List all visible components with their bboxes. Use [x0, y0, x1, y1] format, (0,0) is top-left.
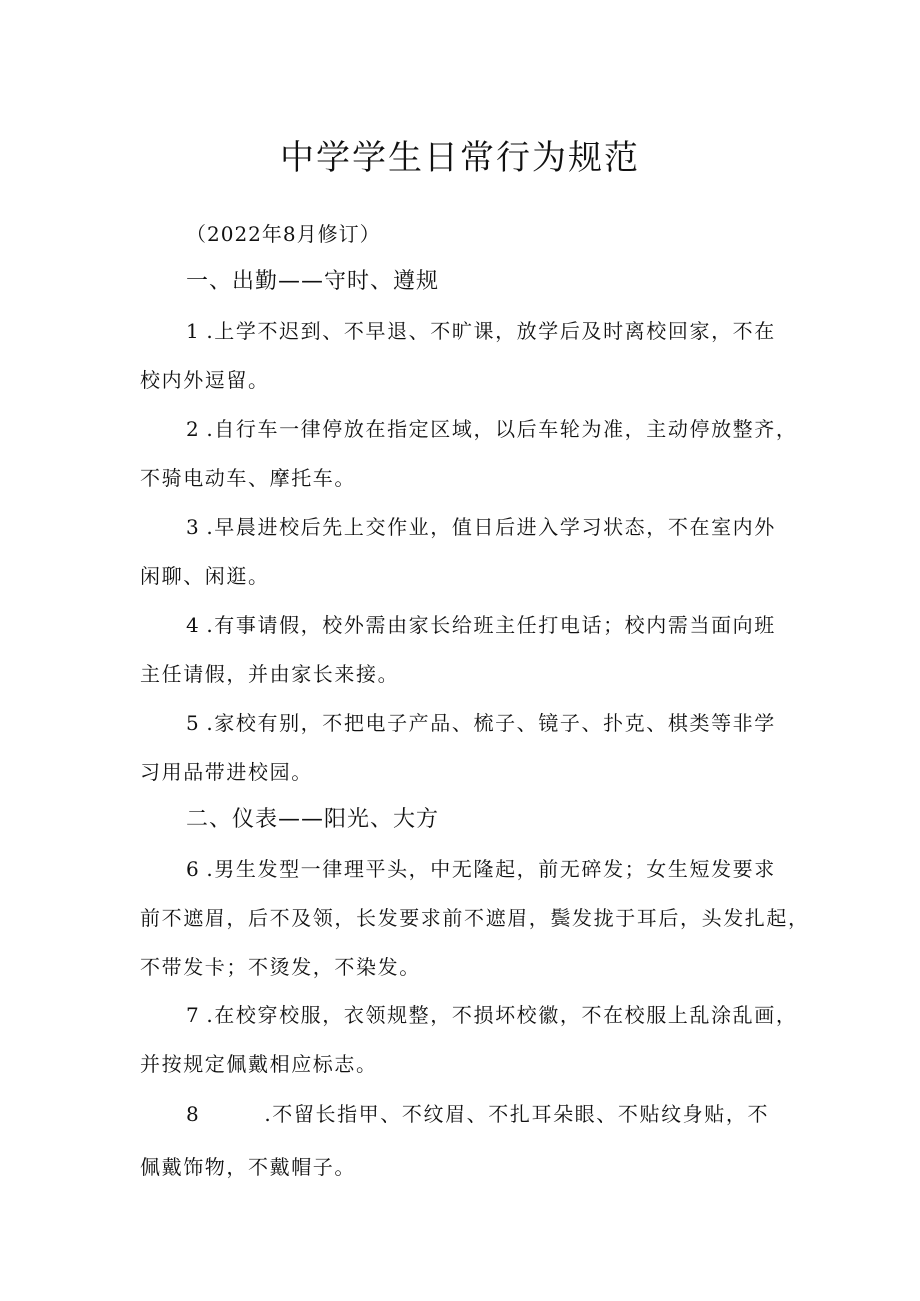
rule-text: .有事请假，校外需由家长给班主任打电话；校内需当面向班 [206, 613, 776, 637]
rule-text: .男生发型一律理平头，中无隆起，前无碎发；女生短发要求 [206, 857, 776, 881]
rule-text: .自行车一律停放在指定区域，以后车轮为准，主动停放整齐， [206, 417, 798, 441]
rule-text: 佩戴饰物，不戴帽子。 [140, 1155, 356, 1179]
rule-item-5 [140, 699, 782, 797]
rule-item-4 [140, 601, 782, 699]
rule-text: .不留长指甲、不纹眉、不扎耳朵眼、不贴纹身贴，不 [264, 1102, 770, 1126]
rule-item-1 [140, 307, 782, 405]
rule-number: 8 [186, 1102, 201, 1126]
rule-text: 前不遮眉，后不及领，长发要求前不遮眉，鬓发拢于耳后，头发扎起， [140, 906, 810, 930]
rule-item-2 [140, 405, 798, 503]
section-heading-attendance: 一、出勤——守时、遵规 [186, 269, 440, 294]
rule-text: 不骑电动车、摩托车。 [140, 466, 356, 490]
rule-text: .在校穿校服，衣领规整，不损坏校徽，不在校服上乱涂乱画， [206, 1003, 798, 1027]
rule-number: 4 [186, 613, 201, 637]
rule-text: 闲聊、闲逛。 [140, 564, 270, 588]
rule-number: 5 [186, 711, 201, 735]
rule-text: .家校有别，不把电子产品、梳子、镜子、扑克、棋类等非学 [206, 711, 776, 735]
rule-text: .早晨进校后先上交作业，值日后进入学习状态，不在室内外 [206, 515, 776, 539]
rule-number: 2 [186, 417, 201, 441]
rule-number: 7 [186, 1003, 201, 1027]
rule-text: 不带发卡；不烫发，不染发。 [140, 955, 421, 979]
rule-number: 6 [186, 857, 201, 881]
rule-text: 校内外逗留。 [140, 368, 270, 392]
document-title: 中学学生日常行为规范 [280, 138, 640, 178]
revision-note: （2022年8月修订） [186, 222, 381, 246]
rule-text: 主任请假，并由家长来接。 [140, 662, 400, 686]
section-heading-appearance: 二、仪表——阳光、大方 [186, 807, 440, 832]
rule-item-7 [140, 991, 798, 1089]
rule-item-3 [140, 503, 782, 601]
rule-text: 习用品带进校园。 [140, 760, 313, 784]
rule-number: 3 [186, 515, 201, 539]
rule-text: 并按规定佩戴相应标志。 [140, 1052, 378, 1076]
rule-number: 1 [186, 319, 201, 343]
rule-item-8 [140, 1090, 782, 1192]
rule-item-6 [140, 845, 810, 992]
rule-text: .上学不迟到、不早退、不旷课，放学后及时离校回家，不在 [206, 319, 776, 343]
